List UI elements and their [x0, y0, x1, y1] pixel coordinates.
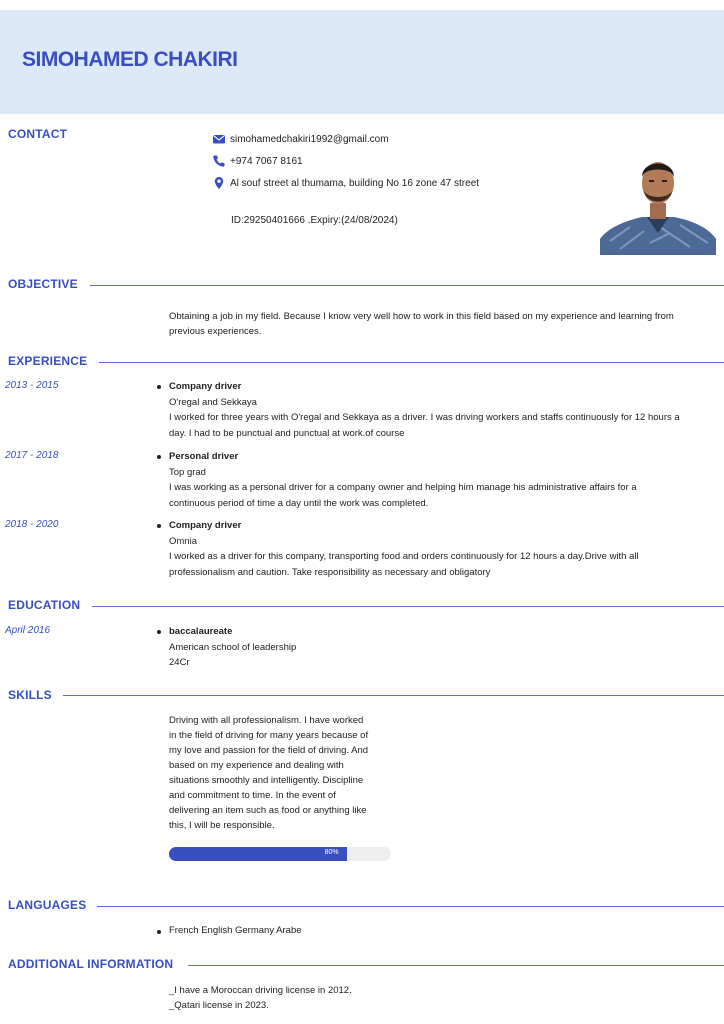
- skill-level-label: 80%: [324, 849, 339, 856]
- additional-divider: [188, 965, 724, 966]
- skill-level-fill: [169, 847, 347, 861]
- education-divider: [92, 606, 724, 607]
- contact-email[interactable]: simohamedchakiri1992@gmail.com: [230, 133, 389, 145]
- experience-dates: 2017 - 2018: [5, 450, 59, 461]
- objective-divider: [90, 285, 724, 286]
- contact-id: ID:29250401666 .Expiry:(24/08/2024): [231, 215, 398, 226]
- employer: Top grad: [169, 466, 206, 478]
- employer: O'regal and Sekkaya: [169, 396, 257, 408]
- school-name: American school of leadership: [169, 641, 297, 653]
- job-title: Company driver: [169, 518, 724, 534]
- location-pin-icon: [212, 176, 226, 190]
- job-description: continuous period of time a day until the work was completed.: [169, 497, 429, 509]
- education-dates: April 2016: [5, 625, 51, 636]
- skills-text: Driving with all professionalism. I have worked in the field of driving for many years because of my love and passion for the field of driving. And based on my experience and dealing with situations smoothly and intelligently. Discipline and commitment to time. In the event of delivering an item such as food or anything like this, I will be responsible.: [169, 715, 369, 831]
- header-banner: [0, 10, 724, 114]
- section-title-additional: ADDITIONAL INFORMATION: [8, 957, 174, 971]
- envelope-icon: [212, 132, 226, 146]
- skills-divider: [63, 695, 724, 696]
- section-title-contact: CONTACT: [8, 127, 68, 141]
- contact-address: Al souf street al thumama, building No 16 zone 47 street: [230, 177, 480, 189]
- contact-address-row: [212, 176, 479, 190]
- job-description: I was working as a personal driver for a company owner and helping him manage his administrative affairs for a: [169, 482, 637, 493]
- profile-photo: [600, 147, 716, 255]
- candidate-name: SIMOHAMED CHAKIRI: [22, 48, 238, 71]
- degree-title: baccalaureate: [169, 624, 724, 640]
- job-description: I worked for three years with O'regal and Sekkaya as a driver. I was driving workers and staffs continuously for 12 hours a: [169, 412, 680, 423]
- phone-icon: [212, 154, 226, 168]
- education-entry: [169, 624, 724, 671]
- experience-divider: [99, 362, 724, 363]
- experience-entry: [169, 449, 724, 511]
- section-title-education: EDUCATION: [8, 598, 81, 612]
- job-title: Personal driver: [169, 449, 724, 465]
- experience-dates: 2013 - 2015: [5, 380, 59, 391]
- objective-text: Obtaining a job in my field. Because I know very well how to work in this field based on my experience and learning from previous experiences.: [169, 311, 674, 337]
- skill-level-bar: [169, 847, 391, 861]
- job-title: Company driver: [169, 379, 724, 395]
- section-title-experience: EXPERIENCE: [8, 354, 88, 368]
- experience-entry: [169, 379, 724, 441]
- languages-divider: [97, 906, 724, 907]
- contact-email-row: [212, 132, 389, 146]
- employer: Omnia: [169, 535, 197, 547]
- education-extra: 24Cr: [169, 657, 190, 668]
- experience-dates: 2018 - 2020: [5, 519, 59, 530]
- section-title-objective: OBJECTIVE: [8, 277, 78, 291]
- experience-entry: [169, 518, 724, 580]
- section-title-languages: LANGUAGES: [8, 898, 87, 912]
- section-title-skills: SKILLS: [8, 688, 52, 702]
- languages-item: French English Germany Arabe: [169, 925, 302, 936]
- additional-text: _I have a Moroccan driving license in 2012. _Qatari license in 2023.: [169, 985, 352, 1011]
- contact-phone-row: [212, 154, 303, 168]
- job-description: day. I had to be punctual and punctual at work.of course: [169, 427, 405, 439]
- job-description: I worked as a driver for this company, transporting food and orders continuously for 12 hours a day.Drive with all: [169, 551, 639, 562]
- contact-phone: +974 7067 8161: [230, 155, 303, 167]
- job-description: professionalism and caution. Take responsibility as necessary and obligatory: [169, 566, 491, 578]
